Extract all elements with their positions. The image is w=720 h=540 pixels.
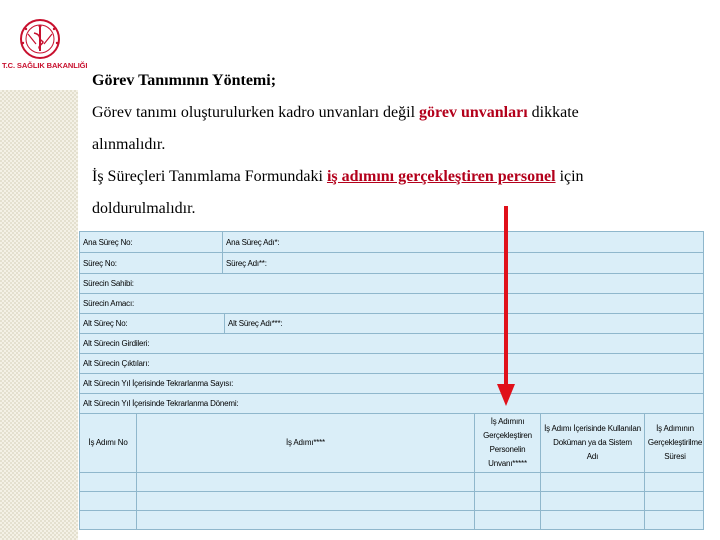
header-text: Adı — [586, 452, 599, 461]
header-personel-unvani — [475, 414, 541, 472]
table-cell — [645, 473, 705, 491]
header-text-group — [648, 422, 702, 464]
label-surec-adi: Süreç Adı**: — [226, 258, 267, 268]
label-surec-no: Süreç No: — [80, 253, 223, 273]
table-cell — [475, 511, 541, 530]
highlight-gorev-unvanlari: görev unvanları — [419, 104, 528, 121]
form-row-alt-surec — [80, 314, 703, 334]
header-text: Gerçekleştiren — [483, 431, 532, 440]
table-cell — [80, 511, 137, 530]
header-sure — [645, 414, 705, 472]
text-run: dikkate — [527, 104, 579, 121]
table-cell — [80, 492, 137, 510]
text-run: Görev tanımı oluşturulurken kadro unvanları değil — [92, 104, 420, 121]
form-row-girdiler — [80, 334, 703, 354]
label-tekrarlanma-sayisi: Alt Sürecin Yıl İçerisinde Tekrarlanma Sayısı: — [83, 379, 234, 388]
header-text: İş Adımının — [656, 424, 694, 433]
text-run: İş Süreçleri Tanımlama Formundaki — [92, 168, 327, 185]
label-tekrarlanma-donemi: Alt Sürecin Yıl İçerisinde Tekrarlanma Dönemi: — [83, 399, 239, 408]
table-row — [80, 511, 703, 530]
table-cell — [475, 492, 541, 510]
header-text: İş Adımını — [490, 417, 525, 426]
form-row-ana-surec — [80, 232, 703, 253]
header-text: İş Adımı**** — [286, 438, 325, 447]
header-is-adimi-no — [80, 414, 137, 472]
header-text: Unvanı***** — [488, 459, 527, 468]
table-cell — [475, 473, 541, 491]
table-row — [80, 473, 703, 492]
label-alt-surecin-girdileri: Alt Sürecin Girdileri: — [83, 339, 150, 348]
form-row-tekrarlanma-donemi — [80, 394, 703, 414]
logo-caption: T.C. SAĞLIK BAKANLIĞI — [2, 61, 88, 70]
process-definition-form — [79, 231, 704, 530]
header-text: Personelin — [489, 445, 526, 454]
section-heading: Görev Tanımının Yöntemi; — [92, 72, 277, 89]
highlight-is-adimini-gerceklestiren-personel: iş adımını gerçekleştiren personel — [326, 168, 556, 185]
header-text-group — [544, 422, 641, 464]
header-text: İş Adımı No — [88, 438, 128, 447]
form-row-amaci — [80, 294, 703, 314]
header-dokuman-sistem — [541, 414, 645, 472]
label-ana-surec-no: Ana Süreç No: — [80, 232, 223, 252]
table-cell — [137, 511, 475, 530]
label-alt-surec-no: Alt Süreç No: — [80, 314, 225, 333]
paragraph-2-line-1 — [92, 168, 584, 186]
label-alt-surec-adi: Alt Süreç Adı***: — [228, 319, 283, 328]
header-text: İş Adımı İçerisinde Kullanılan — [544, 424, 641, 433]
header-is-adimi — [137, 414, 475, 472]
label-surecin-amaci: Sürecin Amacı: — [83, 299, 135, 308]
form-table-header — [80, 414, 703, 473]
label-alt-surecin-ciktilari: Alt Sürecin Çıktıları: — [83, 359, 150, 368]
paragraph-1-line-2: alınmalıdır. — [92, 136, 166, 153]
table-cell — [541, 511, 645, 530]
table-cell — [137, 492, 475, 510]
label-surecin-sahibi: Sürecin Sahibi: — [83, 279, 134, 288]
table-cell — [137, 473, 475, 491]
table-cell — [645, 511, 705, 530]
header-text: Gerçekleştirilme — [647, 438, 703, 447]
table-cell — [541, 492, 645, 510]
table-cell — [80, 473, 137, 491]
header-text: Doküman ya da Sistem — [553, 438, 632, 447]
form-row-surec — [80, 253, 703, 274]
header-text-group — [483, 415, 532, 471]
label-ana-surec-adi: Ana Süreç Adı*: — [226, 237, 280, 247]
header-text: Süresi — [664, 452, 686, 461]
table-cell — [645, 492, 705, 510]
form-row-sahibi — [80, 274, 703, 294]
table-row — [80, 492, 703, 511]
table-cell — [541, 473, 645, 491]
text-run: için — [555, 168, 584, 185]
down-arrow-icon — [496, 206, 516, 406]
form-row-tekrarlanma-sayisi — [80, 374, 703, 394]
paragraph-1-line-1 — [92, 104, 579, 122]
paragraph-2-line-2: doldurulmalıdır. — [92, 200, 196, 217]
form-row-ciktilar — [80, 354, 703, 374]
decorative-side-pattern — [0, 90, 78, 540]
